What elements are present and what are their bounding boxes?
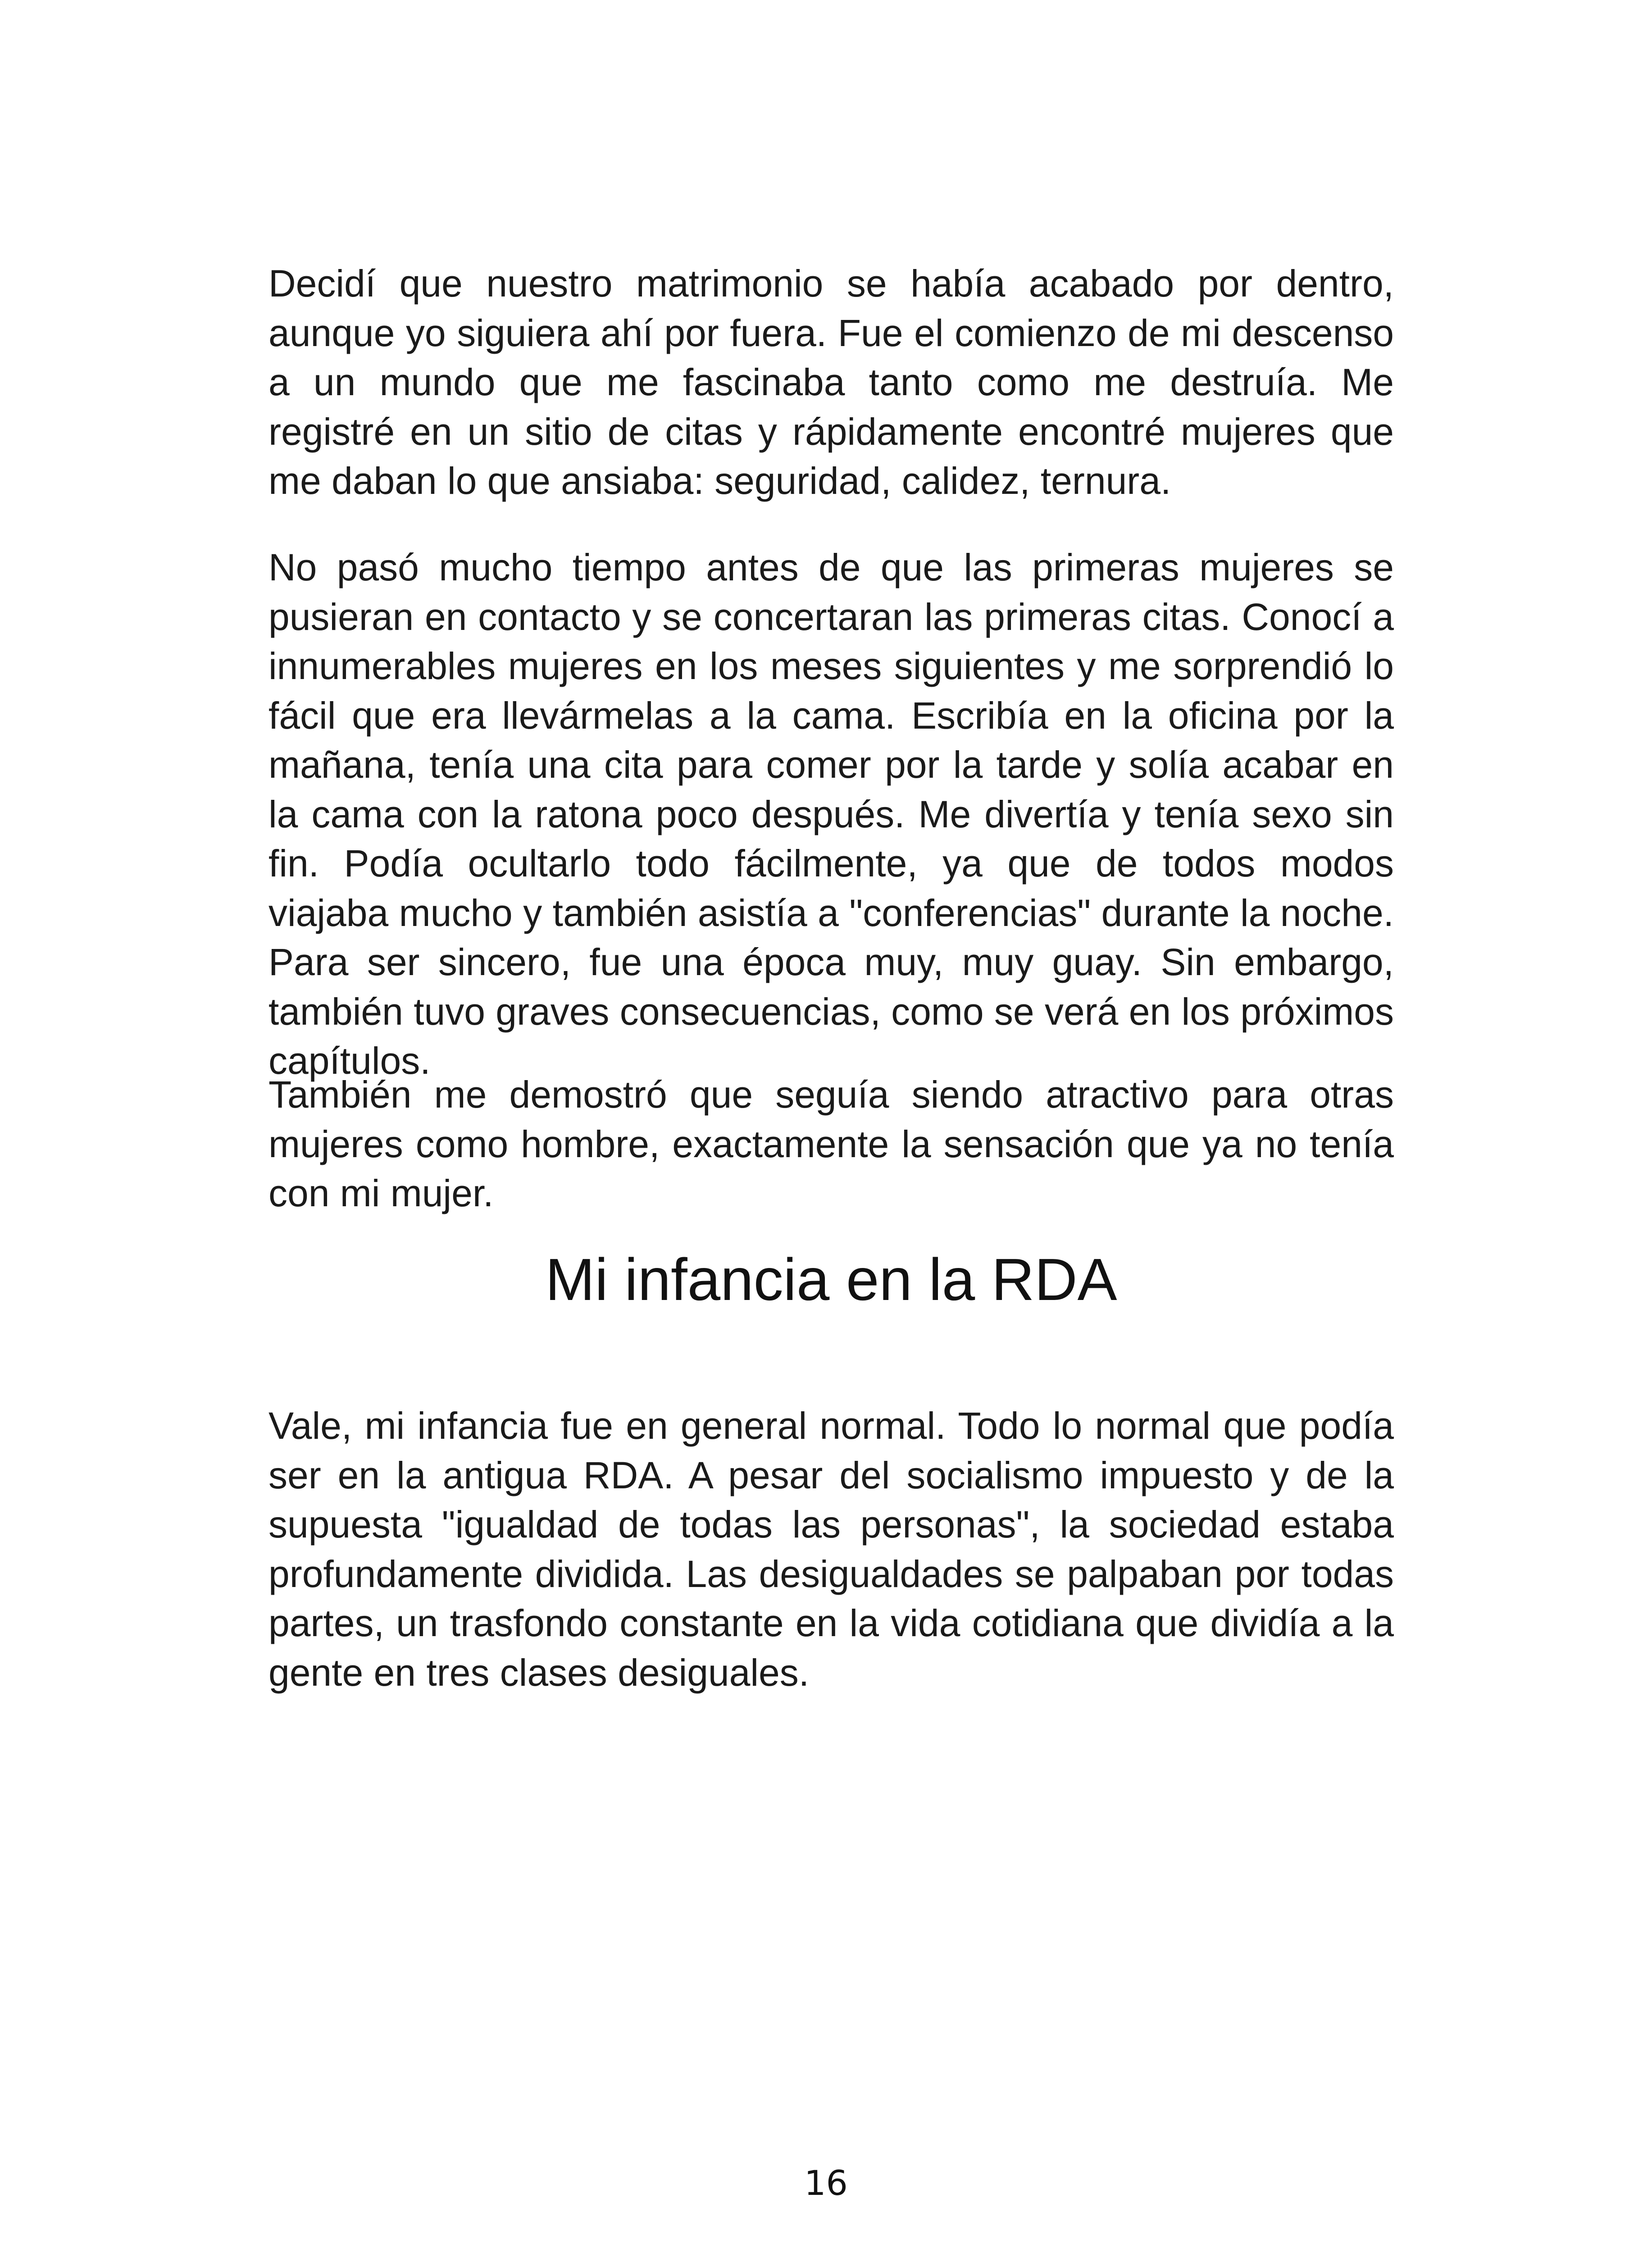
paragraph-1: Decidí que nuestro matrimonio se había acabado por dentro, aunque yo siguiera ahí por fuera. Fue el comienzo de mi descenso a un mundo que me fascinaba tanto como me destruía. Me registré en un sitio de citas y rápidamente encontré mujeres que me daban lo que ansiaba: seguridad, calidez, ternura. [269,262,1394,502]
paragraph-2: No pasó mucho tiempo antes de que las primeras mujeres se pusieran en contacto y se concertaran las primeras citas. Conocí a innumerables mujeres en los meses siguientes y me sorprendió lo fácil que era llevármelas a la cama. Escribía en la oficina por la mañana, tenía una cita para comer por la tarde y solía acabar en la cama con la ratona poco después. Me divertía y tenía sexo sin fin. Podía ocultarlo todo fácilmente, ya que de todos modos viajaba mucho y también asistía a "conferencias" durante la noche. Para ser sincero, fue una época muy, muy guay. Sin embargo, también tuvo graves consecuencias, como se verá en los próximos capítulos. [269,546,1394,1082]
section-heading: Mi infancia en la RDA [545,1246,1117,1313]
page-number: 16 [804,2163,848,2203]
paragraph-4: Vale, mi infancia fue en general normal. Todo lo normal que podía ser en la antigua RDA. A pesar del socialismo impuesto y de la supuesta "igualdad de todas las personas", la sociedad estaba profundamente dividida. Las desigualdades se palpaban por todas partes, un trasfondo constante en la vida cotidiana que dividía a la gente en tres clases desiguales. [269,1405,1394,1694]
paragraph-3: También me demostró que seguía siendo atractivo para otras mujeres como hombre, exactamente la sensación que ya no tenía con mi mujer. [269,1073,1394,1214]
